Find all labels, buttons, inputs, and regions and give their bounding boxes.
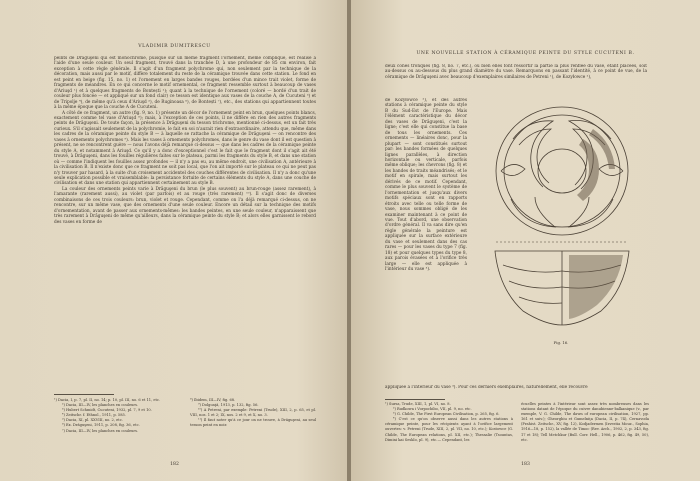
footnote: ¹) Dacia, I, p. 7, pl. II, no. 14; p. 10, pl. III, no. 6 et 11, etc. [54,398,161,402]
footnote: ³) G. Childe, The First European Civilisation, p. 265, fig. 6. [393,412,500,417]
page-number-right: 183 [521,462,530,467]
footnote-rule-left [54,394,114,395]
right-page [351,0,700,481]
right-paragraph-bottom: appliquée à l'intérieur du vase ³). Pour ces derniers exemplaires, naturellement, elle recouvre [385,385,588,390]
left-body-text [54,56,316,393]
vessel-top-shading [577,129,615,201]
footnote: ⁸) Ibidem, III—IV, fig. 68. [190,398,236,402]
left-page [0,0,349,481]
left-paragraph-3: La couleur des ornements peints varie à Drăguşeni du brun (le plus souvent) au brun-rouge (assez rarement), à l'amarante (rarement aussi), au violet (par parfois) et au rouge (très rarement) ¹⁰). Il s'agit donc de diverses combinaisons de ces trois couleurs: brun, violet et rouge. Cependant, comme on l'a déjà remarqué ci-dessus, on ne rencontre, sur un même vase, que des ornements d'une seule couleur. Encore un détail sur la technique des motifs d'ornementation, avant de passer aux ornements-mêmes: les bandes peintes, en une seule couleur, n'apparaissent que très rarement à Drăguşeni de même qu'ailleurs, dans la céramique peinte du style B; et alors elles garnissent le rebord des vases en forme de [54,186,316,225]
running-head-right: UNE NOUVELLE STATION À CÉRAMIQUE PEINTE DU STYLE CUCUTENI B. [416,51,635,56]
right-paragraph-top: deux cônes tronqués (fig. 8, no. 7, etc.), ou bien elles font ressortir la partie la plus renflée du vase, étant placées, soit au-dessus ou au-dessous du plus grand diamètre du vase. Remarquons en passant l'identité, à ce point de vue, de la céramique de Drăguşeni avec beaucoup d'exemplaires similaires de Petreni ¹), de Kozyłowce ²), [385,64,647,80]
left-footnotes-b [190,398,316,429]
vessel-drawing-figure [473,99,651,337]
left-paragraph-2: A côté de ce fragment, un autre (fig. 9, no. 1) présente un décor de l'ornement peint en brun, quelques points blancs, exactement comme tel vase d'Ariuşd ⁸); mais, à l'exception de ces points, il ne diffère en rien des autres fragments peints de Drăguşeni. De toute façon, la présence à Drăguşeni du tesson trichrome, mentionné ci-dessus, est un fait très curieux. S'il s'agissait seulement de la polychromie, le fait en soi n'aurait rien d'extraordinaire, attendu que, même dans les cadres de la céramique peinte du style B — à laquelle se rattache la céramique de Drăguşeni — on rencontre des vases à ornements polychromes ⁹). Mais les vases à ornements polychromes, dans le genre du vase dont il est question à présent, ne se rencontrent guère — nous l'avons déjà remarqué ci-dessus — que dans les cadres de la céramique peinte du style A, et notamment à Ariuşd. Ce qu'il y a donc d'exceptionnel c'est le fait que le fragment dont il s'agit ait été trouvé, à Drăguşeni, dans les fouilles régulières faites sur le plateau, parmi les fragments du style B, et dans une station où — comme l'indiquent les fouilles assez profondes — il n'y a pas eu, au même endroit, une civilisation A, antérieure à la civilisation B. Il n'existe donc que ce fragment ne soit pas local, que l'on ait importé sur le plateau ce qui ne peut pas n'y trouver par hasard, à la suite d'un croisement accidentel des couches différentes de civilisation. Il n'y a donc qu'une seule explication possible et vraisemblable: la persistance fortuite de certains éléments du style A, dans une couche de civilisation et dans une station qui appartiennent certainement au style B. [54,110,316,187]
footnote: ⁵) Dacia, XI, pl. XXVIII, no. 2, etc. [62,418,123,423]
right-top-text [385,64,647,99]
footnote: ²) Dacia, III—IV, les planches en couleurs. [62,403,139,408]
footnote-rule-right [385,399,445,400]
right-footnotes-b [521,402,649,443]
vessel-side-shading [569,255,623,319]
footnote: ⁹) Dolgoaţă, 1913, p. 132, fig. 56. [198,403,259,408]
right-paragraph-narrow: de Kozyłowce ²), et des autres stations à céramique peinte du style B du Sud-Est de l'Europe. Mais l'élément caractéristique du décor des vases de Drăguşeni, c'est la ligne; c'est elle qui constitue la base de tous les ornements. Ces ornements — linéaires donc, pour la plupart — sont constitués surtout par: les bandes formées de quelques lignes parallèles, à direction horizontale ou verticale, parfois même oblique; les chevrons (fig. 8) et les bandes de traits méandrisés; et le motif en spirale, mais surtout les dérivés de ce motif. Cependant, comme le plus souvent le système de l'ornementation et jusqu'aux divers motifs spéciaux sont en rapports étroits avec telle ou telle forme de vase, nous sommes obligé de les examiner maintenant à ce point de vue. Tout d'abord, une observation d'ordre général. Il va sans dire qu'en règle générale la peinture est appliquée sur la surface extérieure du vase et seulement dans des cas rares — pour les vases du type 7 (fig. 18) et pour quelques types du type 8, aux parois évasées et à l'orifice très large — elle est appliquée à l'intérieur du vase ³). [385,98,467,273]
vessel-top-view [496,107,628,235]
right-footnotes-a [385,402,513,443]
left-paragraph-1: peints de Drăguşeni qui est monochrome, puisque sur un même fragment l'ornement, même compliqué, est réalisé à l'aide d'une seule couleur. Un seul fragment, trouvé dans la tranchée D, à une profondeur de 85 cm environ, fait exception à cette règle générale. Il s'agit d'un fragment polychrome qui, non seulement par la technique de la décoration, mais aussi par le motif, diffère totalement du reste de la céramique trouvée dans cette station. Le fond en est peint en beige (fig. 15, no. 1) et l'ornement en larges bandes rouges, bordées d'un mince trait violet, forme de fragments de méandres. En ce qui concerne le motif ornemental, ce fragment ressemble surtout à beaucoup de vases d'Ariuşd ¹) et à quelques fragments de Bontești ²); quant à la technique de l'ornement (coloré — bordé d'un trait de couleur plus foncée — et appliqué sur un fond clair) ce tesson est identique aux vases de la couche A, de Cucuteni ³) et de Tripolje ⁴), de même qu'à ceux d'Ariuşd ⁵), de Ruginoasa ⁶), de Bontești ⁷), etc., des stations qui appartiennent toutes à la même époque que la couche A de Cucuteni. [54,56,316,111]
footnote: écuelles peintes à l'intérieur sont assez très nombreuses dans les stations datant de l'époque du cuivre danubienne-balkanique (v., par exemple, V. G. Childe, The dawn of european civilisation, 1927, pp. 161 et suiv.); Gheorghiu et Gumelniţa (Dacia, II, p. 74), Cernavoda (Prahist. Zeitschr., XV, fig. 12), Kodjadermen (Izvestia Mouz., Sophia, 1916—18, p. 152), la vallée de Timoc (Rev. Arch., 1902, 2, p. 343, fig. 17 et 18); Tell Metchkur (Bull. Corr. Hell., 1906, p. 462, fig. 49, 50), etc. [521,402,649,442]
page-number-left: 182 [170,462,179,467]
right-bottom-text [385,385,647,397]
footnote: ⁴) C'est ce qu'on observe aussi dans les autres stations à céramique peinte, pour les récipients ayant à l'orifice largement ouvertes: v. Petreni (Trude, XIII, 2, pl. VII, no. 10, etc.); Kostowce (G. Childe, The European relations, pl. XII, etc.); Thessalie (Tsountas, Dimini kai Sesklo, pl. 9), etc.— Cependant, les [385,417,513,442]
right-narrow-column [385,98,467,385]
running-head-left: VLADIMIR DUMITRESCU [138,44,211,49]
footnote: ⁴) Zeitschr. f. Ethnol., 1911, p. 585. [62,413,126,418]
footnote: ⁷) Dacia, III—IV, les planches en couleurs. [62,428,139,433]
footnote: ¹) Sursa, Trude, XIII, 1, pl. VI, no. 8. [385,402,451,406]
footnote: ⁶) Ex. Drăguşeni, 1911, p. 208, fig. 36, etc. [62,423,140,428]
footnote: ²) Rudkowa i Vorpochibo, VII, pl. 9, no. etc. [393,407,472,412]
figure-caption: Fig. 16. [553,340,569,345]
footnote: ³) Hubert Schmidt, Cucuteni, 1932, pl. 7, 9 et 10. [62,408,152,413]
footnote: ¹⁰) A Petreni, par exemple: Petreni (Trude), XIII, 2, p. 65, et pl. VIII, nos. 1 et 2; IX, nos. 2 et 9, et X, no. 3. [190,408,316,418]
footnote: ¹¹) Il faut noter qu'à ce jour on ne trouve, à Drăguşeni, au seul tesson peint en noir. [190,418,316,428]
left-footnotes-a [54,398,182,434]
